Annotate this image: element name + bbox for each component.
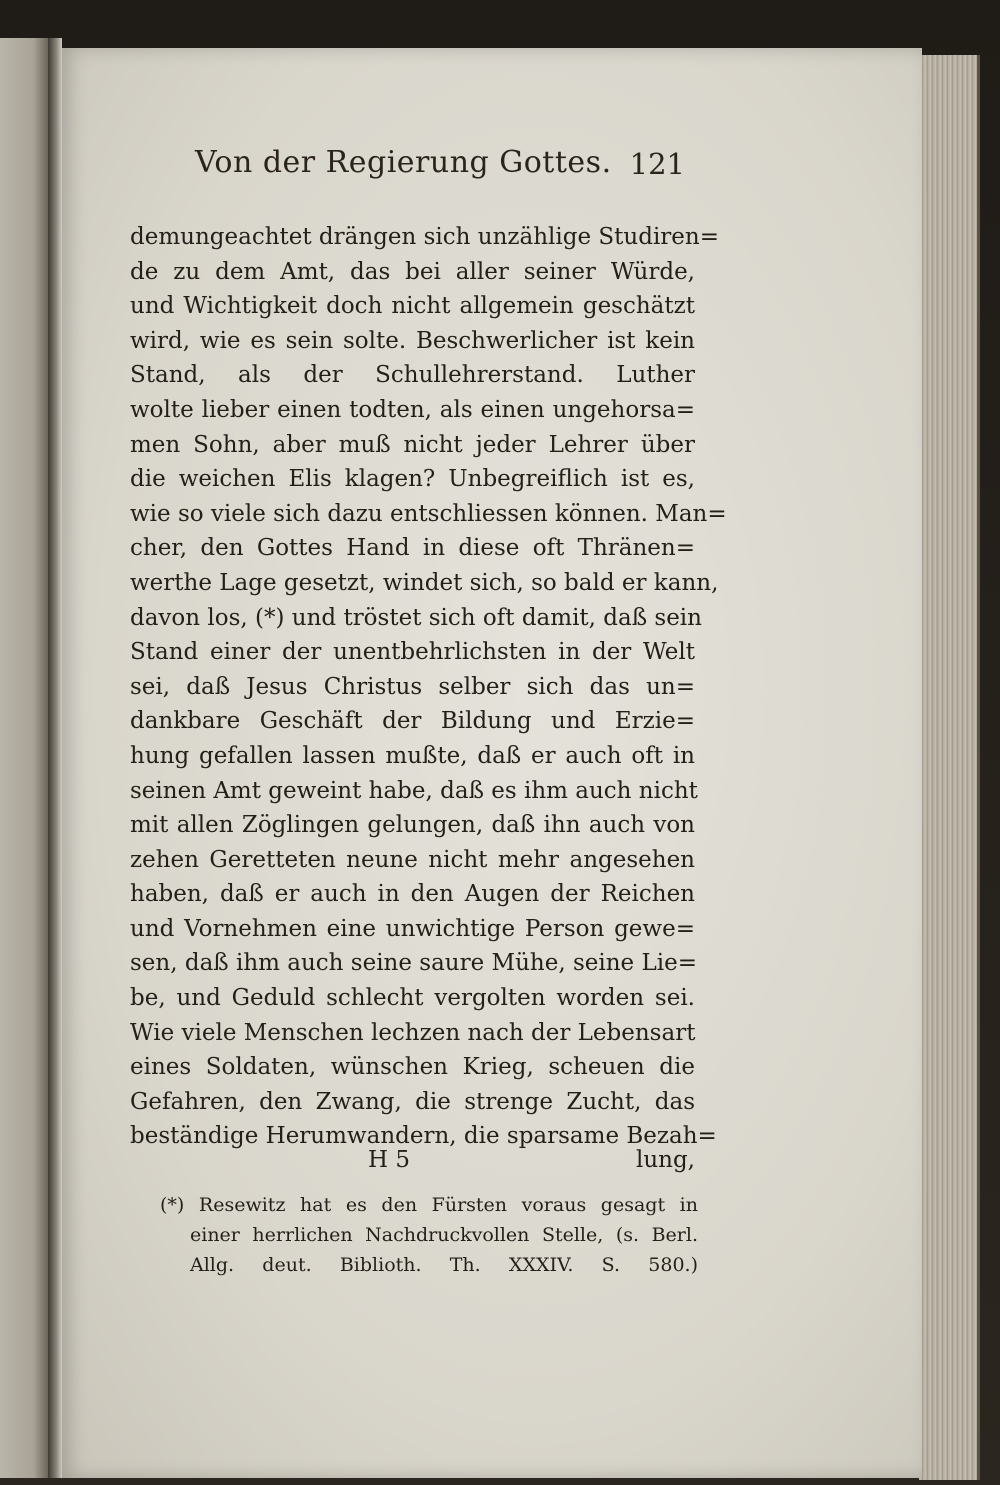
- text-line: Wie viele Menschen lechzen nach der Lebensart: [130, 1019, 696, 1046]
- footnote-line: (*) Resewitz hat es den Fürsten voraus gesagt in: [160, 1194, 698, 1216]
- text-line: die weichen Elis klagen? Unbegreiflich ist es,: [130, 466, 695, 493]
- printer-signature: H 5: [368, 1147, 411, 1173]
- text-line: dankbare Geschäft der Bildung und Erzie=: [130, 708, 695, 735]
- page-edges: [919, 55, 980, 1480]
- text-line: demungeachtet drängen sich unzählige Studiren=: [130, 224, 719, 250]
- text-line: und Vornehmen eine unwichtige Person gewe=: [130, 915, 695, 942]
- text-line: cher, den Gottes Hand in diese oft Thränen=: [130, 535, 695, 562]
- page-number: 121: [629, 147, 685, 181]
- body-text: [130, 220, 727, 1154]
- book-gutter: [48, 38, 62, 1478]
- left-page-edge: [0, 38, 48, 1478]
- text-line: beständige Herumwandern, die sparsame Bezah=: [130, 1123, 717, 1150]
- text-line: wird, wie es sein solte. Beschwerlicher ist kein: [130, 327, 695, 354]
- text-line: zehen Geretteten neune nicht mehr angesehen: [130, 846, 695, 873]
- text-line: men Sohn, aber muß nicht jeder Lehrer über: [130, 431, 695, 458]
- running-title: Von der Regierung Gottes.: [195, 145, 612, 180]
- text-line: mit allen Zöglingen gelungen, daß ihn auch von: [130, 812, 695, 839]
- text-line: werthe Lage gesetzt, windet sich, so bald er kann,: [130, 569, 719, 596]
- footnote-line: Allg. deut. Biblioth. Th. XXXIV. S. 580.): [190, 1254, 698, 1276]
- text-line: Gefahren, den Zwang, die strenge Zucht, das: [130, 1088, 695, 1115]
- text-line: Stand einer der unentbehrlichsten in der Welt: [130, 639, 695, 666]
- text-line: wie so viele sich dazu entschliessen können. Man=: [130, 500, 727, 527]
- text-line: wolte lieber einen todten, als einen ungehorsa=: [130, 396, 695, 423]
- text-line: haben, daß er auch in den Augen der Reichen: [130, 881, 695, 908]
- text-line: und Wichtigkeit doch nicht allgemein geschätzt: [130, 293, 695, 320]
- page-header: [195, 145, 685, 195]
- text-line: de zu dem Amt, das bei aller seiner Würde,: [130, 258, 695, 285]
- footnote: [160, 1190, 698, 1280]
- catchword: lung,: [635, 1147, 695, 1173]
- text-line: hung gefallen lassen mußte, daß er auch oft in: [130, 742, 695, 769]
- text-line: sei, daß Jesus Christus selber sich das un=: [130, 673, 695, 700]
- text-line: seinen Amt geweint habe, daß es ihm auch nicht: [130, 777, 698, 804]
- text-line: Stand, als der Schullehrerstand. Luther: [130, 362, 695, 389]
- text-line: be, und Geduld schlecht vergolten worden sei.: [130, 985, 695, 1012]
- footnote-line: einer herrlichen Nachdruckvollen Stelle, (s. Berl.: [190, 1224, 698, 1246]
- text-line: sen, daß ihm auch seine saure Mühe, seine Lie=: [130, 950, 697, 977]
- signature-line: [130, 1147, 695, 1183]
- text-line: davon los, (*) und tröstet sich oft damit, daß sein: [130, 604, 702, 631]
- text-line: eines Soldaten, wünschen Krieg, scheuen die: [130, 1054, 695, 1081]
